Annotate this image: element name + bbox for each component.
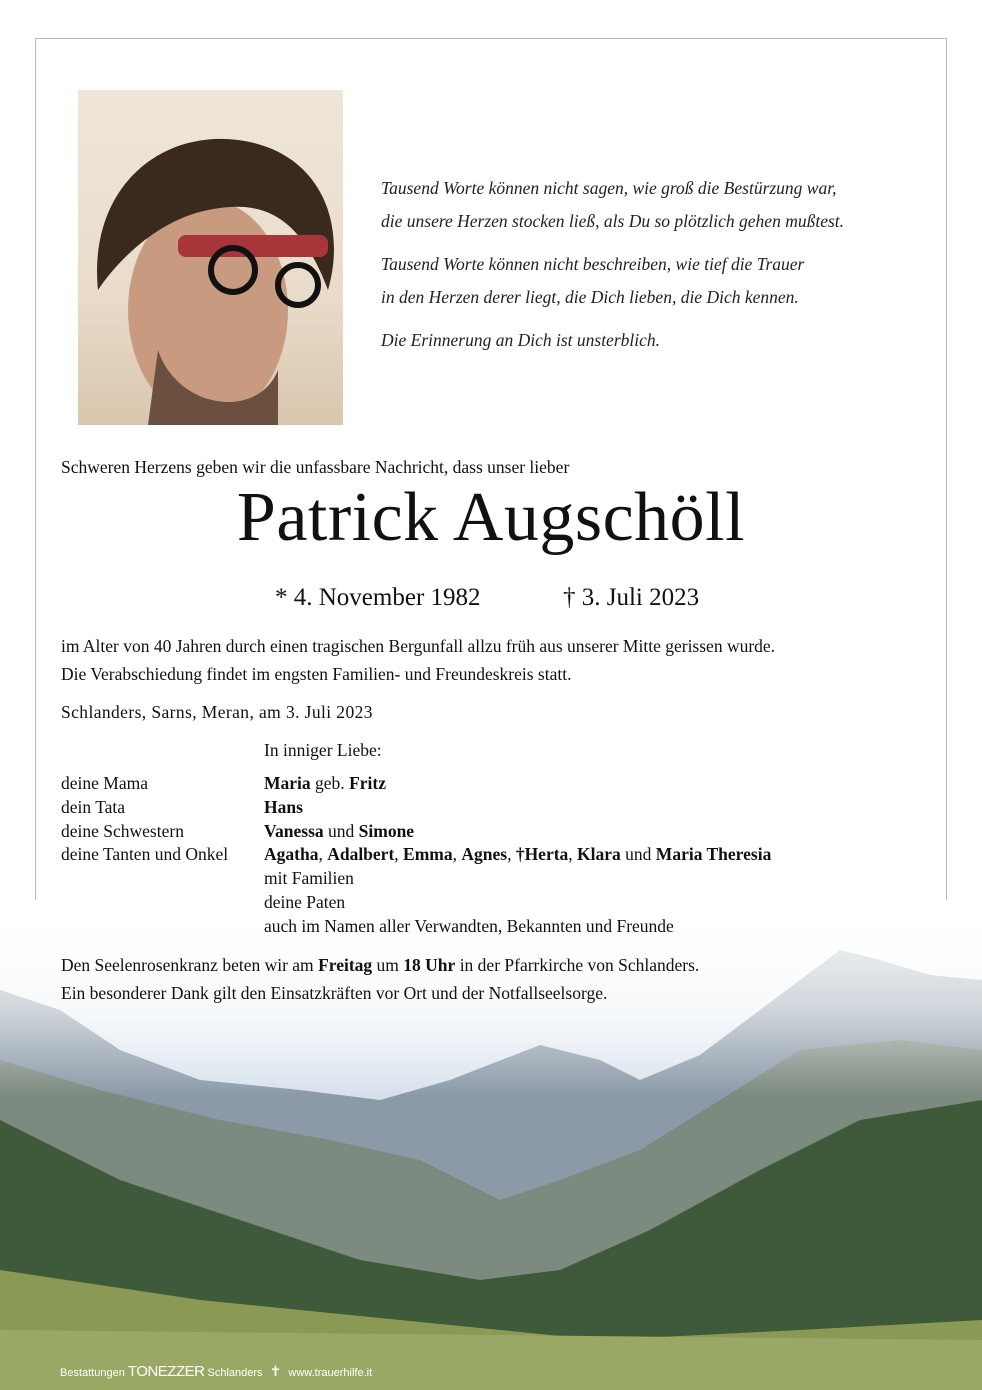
family-name: †Herta <box>515 844 569 865</box>
intro-text: Schweren Herzens geben wir die unfassbare Nachricht, dass unser lieber <box>61 457 570 477</box>
family-text: , <box>452 844 462 865</box>
funeral-home-brand: TONEZZER <box>127 1363 205 1380</box>
family-text: , <box>394 844 404 865</box>
poem-line: in den Herzen derer liegt, die Dich lieben, die Dich kennen. <box>381 287 799 307</box>
poem-line: Tausend Worte können nicht beschreiben, wie tief die Trauer <box>381 254 805 274</box>
family-list <box>61 772 771 939</box>
rosary-text: Den Seelenrosenkranz beten wir am Freitag um 18 Uhr in der Pfarrkirche von Schlanders. <box>61 955 700 975</box>
website-link[interactable]: www.trauerhilfe.it <box>288 1367 373 1379</box>
family-name: Maria <box>264 773 311 793</box>
family-name: Hans <box>264 796 303 817</box>
family-name: Vanessa <box>264 820 324 841</box>
footer-suffix: Schlanders <box>204 1367 263 1379</box>
family-label: deine Tanten und Onkel <box>61 844 229 865</box>
family-label: deine Schwestern <box>61 820 184 841</box>
family-text: , <box>507 844 516 865</box>
footer-prefix: Bestattungen <box>60 1367 128 1379</box>
family-text: , <box>568 844 578 865</box>
poem-line: Die Erinnerung an Dich ist unsterblich. <box>381 330 661 350</box>
family-name: Emma <box>403 844 453 865</box>
farewell-text: Die Verabschiedung findet im engsten Familien- und Freundeskreis statt. <box>61 664 572 684</box>
family-name: Fritz <box>349 773 386 793</box>
deceased-name: Patrick Augschöll <box>236 479 746 556</box>
family-text: geb. <box>310 773 350 793</box>
death-date: † 3. Juli 2023 <box>563 584 700 611</box>
poem-line: Tausend Worte können nicht sagen, wie groß die Bestürzung war, <box>381 178 837 198</box>
age-text: im Alter von 40 Jahren durch einen tragischen Bergunfall allzu früh aus unserer Mitte gerissen wurde. <box>61 636 776 656</box>
family-name: Adalbert <box>327 844 395 865</box>
footer-credit <box>60 1363 372 1380</box>
poem-line: die unsere Herzen stocken ließ, als Du so plötzlich gehen mußtest. <box>381 211 845 231</box>
portrait-photo <box>78 90 343 425</box>
love-text: In inniger Liebe: <box>264 740 382 760</box>
family-text: deine Paten <box>264 891 346 912</box>
trauerhilfe-logo-icon: ✝ <box>269 1363 282 1379</box>
family-name: Maria Theresia <box>655 844 772 865</box>
family-text: mit Familien <box>264 868 354 889</box>
place-date: Schlanders, Sarns, Meran, am 3. Juli 2023 <box>61 702 373 722</box>
family-text: auch im Namen aller Verwandten, Bekannten und Freunde <box>264 915 674 936</box>
family-name: Agatha <box>264 844 319 865</box>
family-text: und <box>323 820 359 841</box>
birth-date: * 4. November 1982 <box>275 584 481 611</box>
family-text: und <box>620 844 656 865</box>
family-label: deine Mama <box>61 773 148 793</box>
poem <box>381 172 844 367</box>
family-name: Agnes <box>461 844 508 865</box>
family-text: , <box>318 844 328 865</box>
family-label: dein Tata <box>61 796 126 817</box>
family-name: Simone <box>358 820 415 841</box>
family-name: Klara <box>577 844 621 865</box>
thanks-text: Ein besonderer Dank gilt den Einsatzkräften vor Ort und der Notfallseelsorge. <box>61 983 608 1003</box>
